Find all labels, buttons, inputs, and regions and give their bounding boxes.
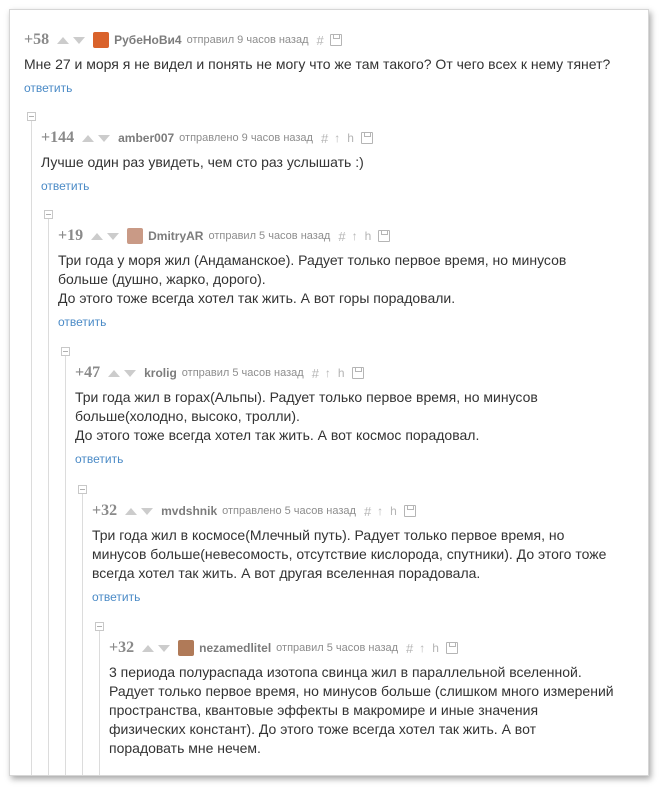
upvote-icon[interactable] (125, 508, 137, 515)
comment-timestamp: отправлено 5 часов назад (222, 505, 356, 517)
downvote-icon[interactable] (98, 135, 110, 142)
downvote-icon[interactable] (73, 37, 85, 44)
comment-text-line: 3 периода полураспада изотопа свинца жил в параллельной вселенной. (109, 664, 582, 680)
branch-icon[interactable]: h (432, 641, 439, 655)
author-name[interactable]: krolig (144, 366, 177, 380)
branch-icon[interactable]: h (347, 131, 354, 145)
parent-comment-icon[interactable]: ↑ (419, 641, 426, 655)
comment-timestamp: отправил 5 часов назад (276, 642, 399, 654)
comment-header (109, 638, 640, 658)
comment-timestamp: отправил 5 часов назад (181, 367, 304, 379)
comment-timestamp: отправлено 9 часов назад (179, 132, 313, 144)
author-name[interactable]: nezamedlitel (199, 641, 272, 655)
permalink-icon[interactable]: # (311, 365, 319, 381)
reply-link[interactable]: ответить (41, 179, 90, 193)
branch-icon[interactable]: h (337, 366, 345, 380)
reply-link[interactable]: ответить (58, 315, 107, 329)
comment-header (75, 363, 640, 383)
thread-line (99, 624, 100, 775)
reply-link[interactable]: ответить (75, 452, 124, 466)
collapse-toggle[interactable] (78, 485, 87, 494)
branch-icon[interactable]: h (364, 229, 372, 243)
save-icon[interactable] (352, 367, 364, 379)
comment-header (58, 226, 640, 246)
comment (41, 128, 640, 195)
upvote-icon[interactable] (108, 370, 120, 377)
comment-text (92, 526, 640, 583)
comment-text-line: Три года жил в горах(Альпы). Радует только первое время, но минусов (75, 389, 538, 405)
avatar[interactable] (127, 228, 143, 244)
comment-text-line: Три года жил в космосе(Млечный путь). Радует только первое время, но (92, 527, 565, 543)
upvote-icon[interactable] (91, 233, 103, 240)
branch-icon[interactable]: h (390, 504, 397, 518)
comment-text-line: Мне 27 и моря я не видел и понять не могу что же там такого? От чего всех к нему тянет? (24, 56, 611, 72)
author-name[interactable]: DmitryAR (148, 229, 204, 243)
avatar[interactable] (178, 640, 194, 656)
comment-text-line: порадовать мне нечем. (109, 740, 261, 756)
permalink-icon[interactable]: # (406, 640, 414, 656)
downvote-icon[interactable] (124, 370, 136, 377)
comment-timestamp: отправил 5 часов назад (208, 230, 331, 242)
rating-value: +32 (92, 502, 118, 519)
downvote-icon[interactable] (141, 508, 153, 515)
author-name[interactable]: amber007 (118, 131, 175, 145)
rating-value: +144 (41, 129, 75, 146)
comment (58, 226, 640, 331)
comment-text (24, 55, 640, 74)
reply-link[interactable]: ответить (92, 590, 141, 604)
comment (92, 501, 640, 606)
thread-line (82, 487, 83, 775)
comment (109, 638, 640, 758)
comment-header (24, 30, 640, 50)
comment-text-line: пространства, квантовые эффекты в макромире и иные значения (109, 702, 539, 718)
rating-value: +47 (75, 364, 101, 381)
save-icon[interactable] (361, 132, 373, 144)
comment-text-line: больше(холодно, высоко, тролли). (75, 408, 300, 424)
rating-value: +32 (109, 639, 135, 656)
reply-link[interactable]: ответить (24, 81, 73, 95)
upvote-icon[interactable] (57, 37, 69, 44)
permalink-icon[interactable]: # (363, 503, 372, 519)
comment-text-line: До этого тоже всегда хотел так жить. А вот космос порадовал. (75, 427, 480, 443)
comment-text (58, 251, 640, 308)
permalink-icon[interactable]: # (320, 130, 329, 146)
author-name[interactable]: mvdshnik (161, 504, 218, 518)
parent-comment-icon[interactable]: ↑ (351, 229, 358, 243)
comment (24, 30, 640, 97)
collapse-toggle[interactable] (61, 347, 70, 356)
avatar[interactable] (93, 32, 109, 48)
comment-text (75, 388, 640, 445)
parent-comment-icon[interactable]: ↑ (334, 131, 341, 145)
downvote-icon[interactable] (107, 233, 119, 240)
comment (75, 363, 640, 468)
permalink-icon[interactable]: # (338, 228, 346, 244)
thread-line (48, 212, 49, 775)
comment-text (109, 663, 640, 758)
collapse-toggle[interactable] (95, 622, 104, 631)
comment-text-line: Радует только первое время, но минусов больше (слишком много измерений (109, 683, 614, 699)
rating-value: +58 (24, 31, 50, 48)
comment-text-line: минусов больше(невесомость, отсутствие кислорода, спутники). До этого тоже (92, 546, 607, 562)
upvote-icon[interactable] (82, 135, 94, 142)
comment-text-line: До этого тоже всегда хотел так жить. А вот горы порадовали. (58, 290, 456, 306)
comment-timestamp: отправил 9 часов назад (186, 34, 309, 46)
upvote-icon[interactable] (142, 645, 154, 652)
comment-text-line: физических констант). До этого тоже всегда хотел так жить. А вот (109, 721, 536, 737)
collapse-toggle[interactable] (44, 210, 53, 219)
save-icon[interactable] (330, 34, 342, 46)
comment-header (92, 501, 640, 521)
save-icon[interactable] (378, 230, 390, 242)
permalink-icon[interactable]: # (316, 32, 324, 48)
save-icon[interactable] (446, 642, 458, 654)
thread-line (31, 114, 32, 775)
comment-text-line: Лучше один раз увидеть, чем сто раз услышать :) (41, 154, 364, 170)
comment-text (41, 153, 640, 172)
comments-panel (9, 9, 649, 776)
rating-value: +19 (58, 227, 84, 244)
collapse-toggle[interactable] (27, 112, 36, 121)
author-name[interactable]: РубеНоВи4 (114, 33, 182, 47)
comment-text-line: всегда хотел так жить. А вот другая вселенная порадовала. (92, 565, 481, 581)
downvote-icon[interactable] (158, 645, 170, 652)
comment-text-line: Три года у моря жил (Андаманское). Радует только первое время, но минусов (58, 252, 567, 268)
comment-text-line: больше (душно, жарко, дорого). (58, 271, 266, 287)
comment-header (41, 128, 640, 148)
thread-line (65, 349, 66, 775)
save-icon[interactable] (404, 505, 416, 517)
parent-comment-icon[interactable]: ↑ (377, 504, 384, 518)
parent-comment-icon[interactable]: ↑ (324, 366, 331, 380)
